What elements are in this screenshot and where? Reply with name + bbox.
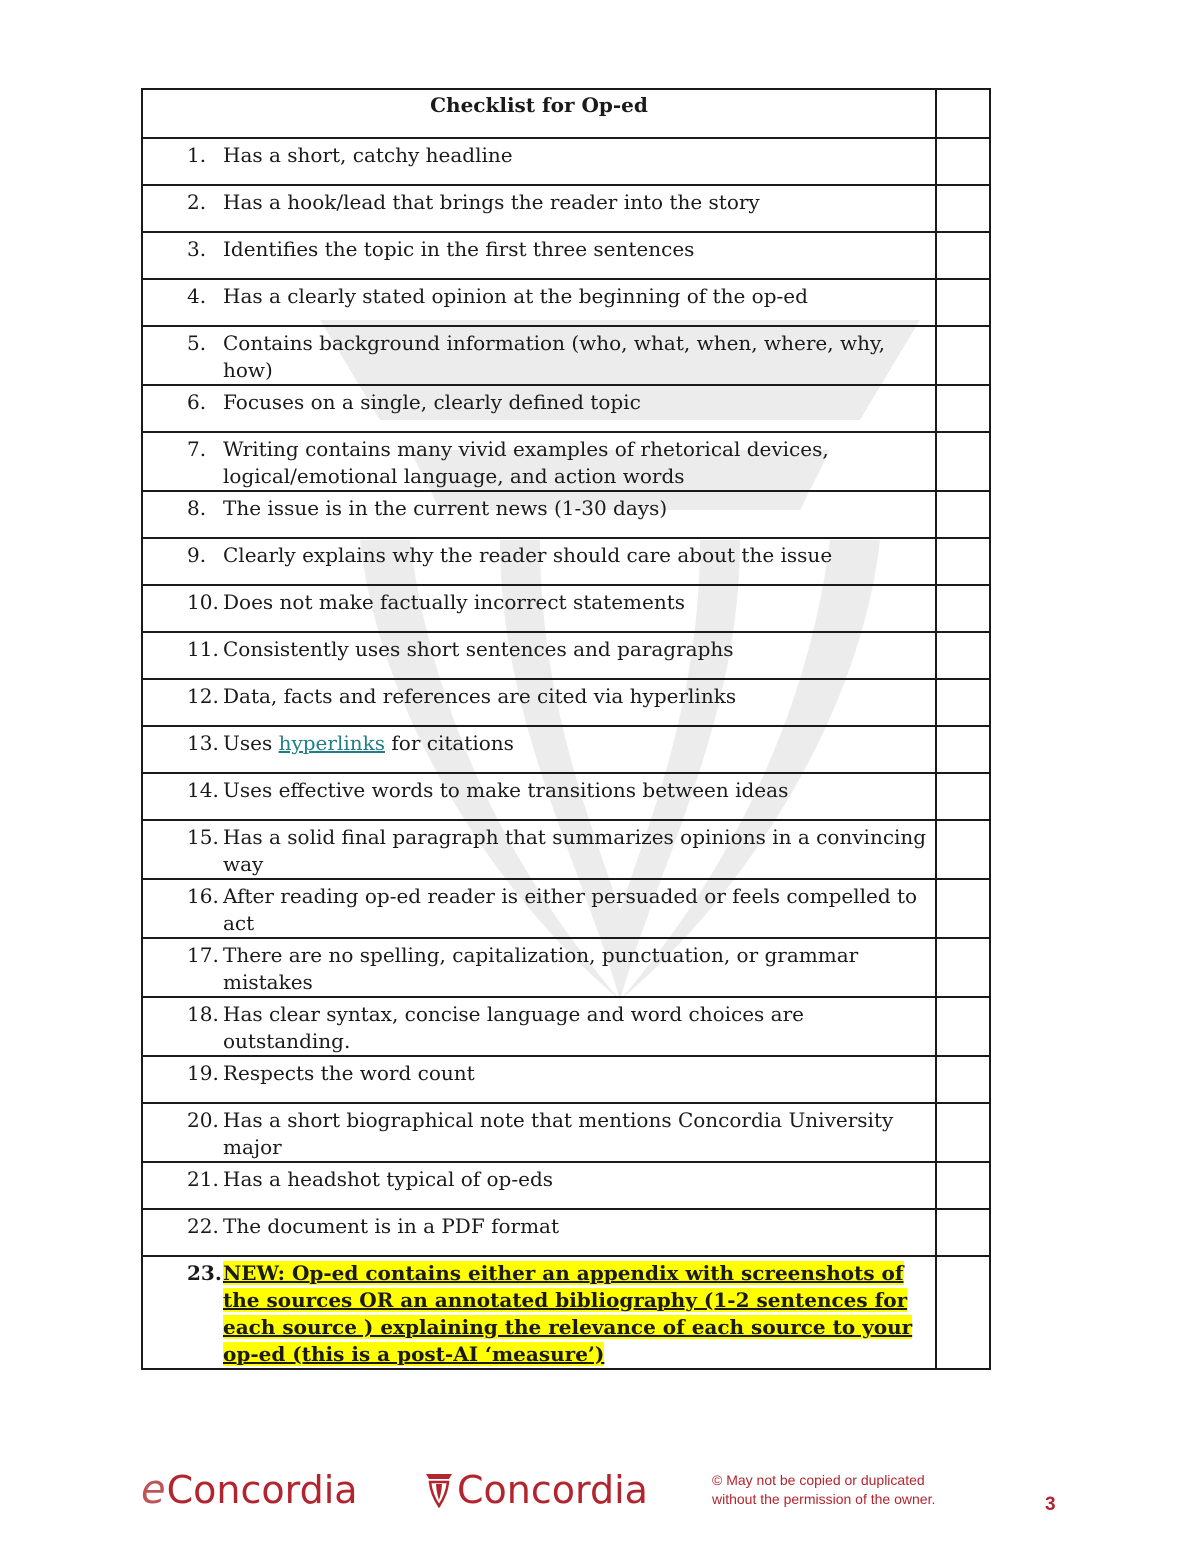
check-box-cell[interactable] xyxy=(936,773,990,820)
item-text: Respects the word count xyxy=(223,1061,475,1085)
check-box-cell[interactable] xyxy=(936,585,990,632)
table-row xyxy=(142,232,990,279)
item-text: Data, facts and references are cited via hyperlinks xyxy=(223,684,737,708)
item-number: 16. xyxy=(187,884,219,908)
item-number: 14. xyxy=(187,778,219,802)
table-row xyxy=(142,879,990,938)
table-row xyxy=(142,997,990,1056)
page-number: 3 xyxy=(1045,1494,1056,1515)
item-number: 4. xyxy=(187,284,207,308)
table-row xyxy=(142,585,990,632)
item-text: Identifies the topic in the first three sentences xyxy=(223,237,695,261)
table-row xyxy=(142,185,990,232)
concordia-shield-icon xyxy=(425,1472,453,1508)
checklist-header-row xyxy=(142,89,990,138)
table-row xyxy=(142,938,990,997)
table-row xyxy=(142,773,990,820)
check-box-cell[interactable] xyxy=(936,1103,990,1162)
item-number: 21. xyxy=(187,1167,219,1191)
item-number: 20. xyxy=(187,1108,219,1132)
item-number: 9. xyxy=(187,543,207,567)
table-row xyxy=(142,679,990,726)
table-row xyxy=(142,385,990,432)
table-row xyxy=(142,726,990,773)
table-row-new-requirement xyxy=(142,1256,990,1369)
item-number: 22. xyxy=(187,1214,219,1238)
item-text: Has a headshot typical of op-eds xyxy=(223,1167,554,1191)
check-box-cell[interactable] xyxy=(936,89,990,138)
table-row xyxy=(142,538,990,585)
item-number: 10. xyxy=(187,590,219,614)
checklist-table xyxy=(141,88,991,1370)
check-box-cell[interactable] xyxy=(936,432,990,491)
item-text: Has a short biographical note that mentions Concordia University major xyxy=(223,1108,894,1159)
item-text-after: for citations xyxy=(391,731,514,755)
item-number: 23. xyxy=(187,1261,222,1285)
check-box-cell[interactable] xyxy=(936,820,990,879)
concordia-logo-text: Concordia xyxy=(457,1468,648,1512)
item-text-before: Uses xyxy=(223,731,273,755)
check-box-cell[interactable] xyxy=(936,538,990,585)
item-number: 15. xyxy=(187,825,219,849)
hyperlinks-link[interactable]: hyperlinks xyxy=(278,731,386,755)
copyright-notice xyxy=(712,1471,992,1509)
check-box-cell[interactable] xyxy=(936,185,990,232)
item-number: 1. xyxy=(187,143,207,167)
item-number: 8. xyxy=(187,496,207,520)
item-number: 2. xyxy=(187,190,207,214)
table-row xyxy=(142,326,990,385)
check-box-cell[interactable] xyxy=(936,679,990,726)
item-text: Has clear syntax, concise language and word choices are outstanding. xyxy=(223,1002,804,1053)
item-text: Contains background information (who, what, when, where, why, how) xyxy=(223,331,885,382)
item-text: Has a short, catchy headline xyxy=(223,143,513,167)
highlighted-item-text: NEW: Op-ed contains either an appendix with screenshots of the sources OR an annotated bibliography (1-2 sentences for each source ) explaining the relevance of each source to your op-ed (this is a post-AI ‘measure’) xyxy=(223,1261,913,1366)
check-box-cell[interactable] xyxy=(936,232,990,279)
check-box-cell[interactable] xyxy=(936,726,990,773)
check-box-cell[interactable] xyxy=(936,138,990,185)
item-text: Uses effective words to make transitions between ideas xyxy=(223,778,789,802)
econcordia-logo-e: e xyxy=(141,1467,166,1513)
copyright-line-2: without the permission of the owner. xyxy=(712,1491,936,1507)
check-box-cell[interactable] xyxy=(936,938,990,997)
table-row xyxy=(142,820,990,879)
item-text: Has a hook/lead that brings the reader into the story xyxy=(223,190,760,214)
econcordia-logo-text: Concordia xyxy=(166,1468,358,1512)
item-number: 17. xyxy=(187,943,219,967)
item-number: 11. xyxy=(187,637,219,661)
item-text: After reading op-ed reader is either persuaded or feels compelled to act xyxy=(223,884,918,935)
item-number: 3. xyxy=(187,237,207,261)
check-box-cell[interactable] xyxy=(936,1056,990,1103)
table-row xyxy=(142,632,990,679)
check-box-cell[interactable] xyxy=(936,632,990,679)
item-number: 19. xyxy=(187,1061,219,1085)
check-box-cell[interactable] xyxy=(936,385,990,432)
item-text: Has a clearly stated opinion at the beginning of the op-ed xyxy=(223,284,808,308)
check-box-cell[interactable] xyxy=(936,879,990,938)
item-text: Writing contains many vivid examples of rhetorical devices, logical/emotional language, and action words xyxy=(223,437,829,488)
table-row xyxy=(142,1209,990,1256)
table-row xyxy=(142,491,990,538)
table-row xyxy=(142,432,990,491)
item-text: The document is in a PDF format xyxy=(223,1214,560,1238)
check-box-cell[interactable] xyxy=(936,997,990,1056)
table-row xyxy=(142,138,990,185)
item-text: Focuses on a single, clearly defined topic xyxy=(223,390,641,414)
item-number: 13. xyxy=(187,731,219,755)
check-box-cell[interactable] xyxy=(936,1209,990,1256)
check-box-cell[interactable] xyxy=(936,1162,990,1209)
check-box-cell[interactable] xyxy=(936,279,990,326)
concordia-logo xyxy=(425,1468,648,1512)
check-box-cell[interactable] xyxy=(936,491,990,538)
checklist-title: Checklist for Op-ed xyxy=(142,89,936,138)
item-text: There are no spelling, capitalization, punctuation, or grammar mistakes xyxy=(223,943,859,994)
econcordia-logo xyxy=(141,1468,358,1512)
check-box-cell[interactable] xyxy=(936,326,990,385)
item-text: Consistently uses short sentences and paragraphs xyxy=(223,637,734,661)
table-row xyxy=(142,279,990,326)
item-text: Clearly explains why the reader should care about the issue xyxy=(223,543,833,567)
item-text: Does not make factually incorrect statements xyxy=(223,590,686,614)
copyright-line-1: © May not be copied or duplicated xyxy=(712,1472,925,1488)
table-row xyxy=(142,1056,990,1103)
item-number: 5. xyxy=(187,331,207,355)
table-row xyxy=(142,1162,990,1209)
item-number: 6. xyxy=(187,390,207,414)
item-number: 7. xyxy=(187,437,207,461)
item-text: The issue is in the current news (1-30 days) xyxy=(223,496,668,520)
table-row xyxy=(142,1103,990,1162)
check-box-cell[interactable] xyxy=(936,1256,990,1369)
item-number: 12. xyxy=(187,684,219,708)
item-number: 18. xyxy=(187,1002,219,1026)
item-text: Has a solid final paragraph that summarizes opinions in a convincing way xyxy=(223,825,927,876)
